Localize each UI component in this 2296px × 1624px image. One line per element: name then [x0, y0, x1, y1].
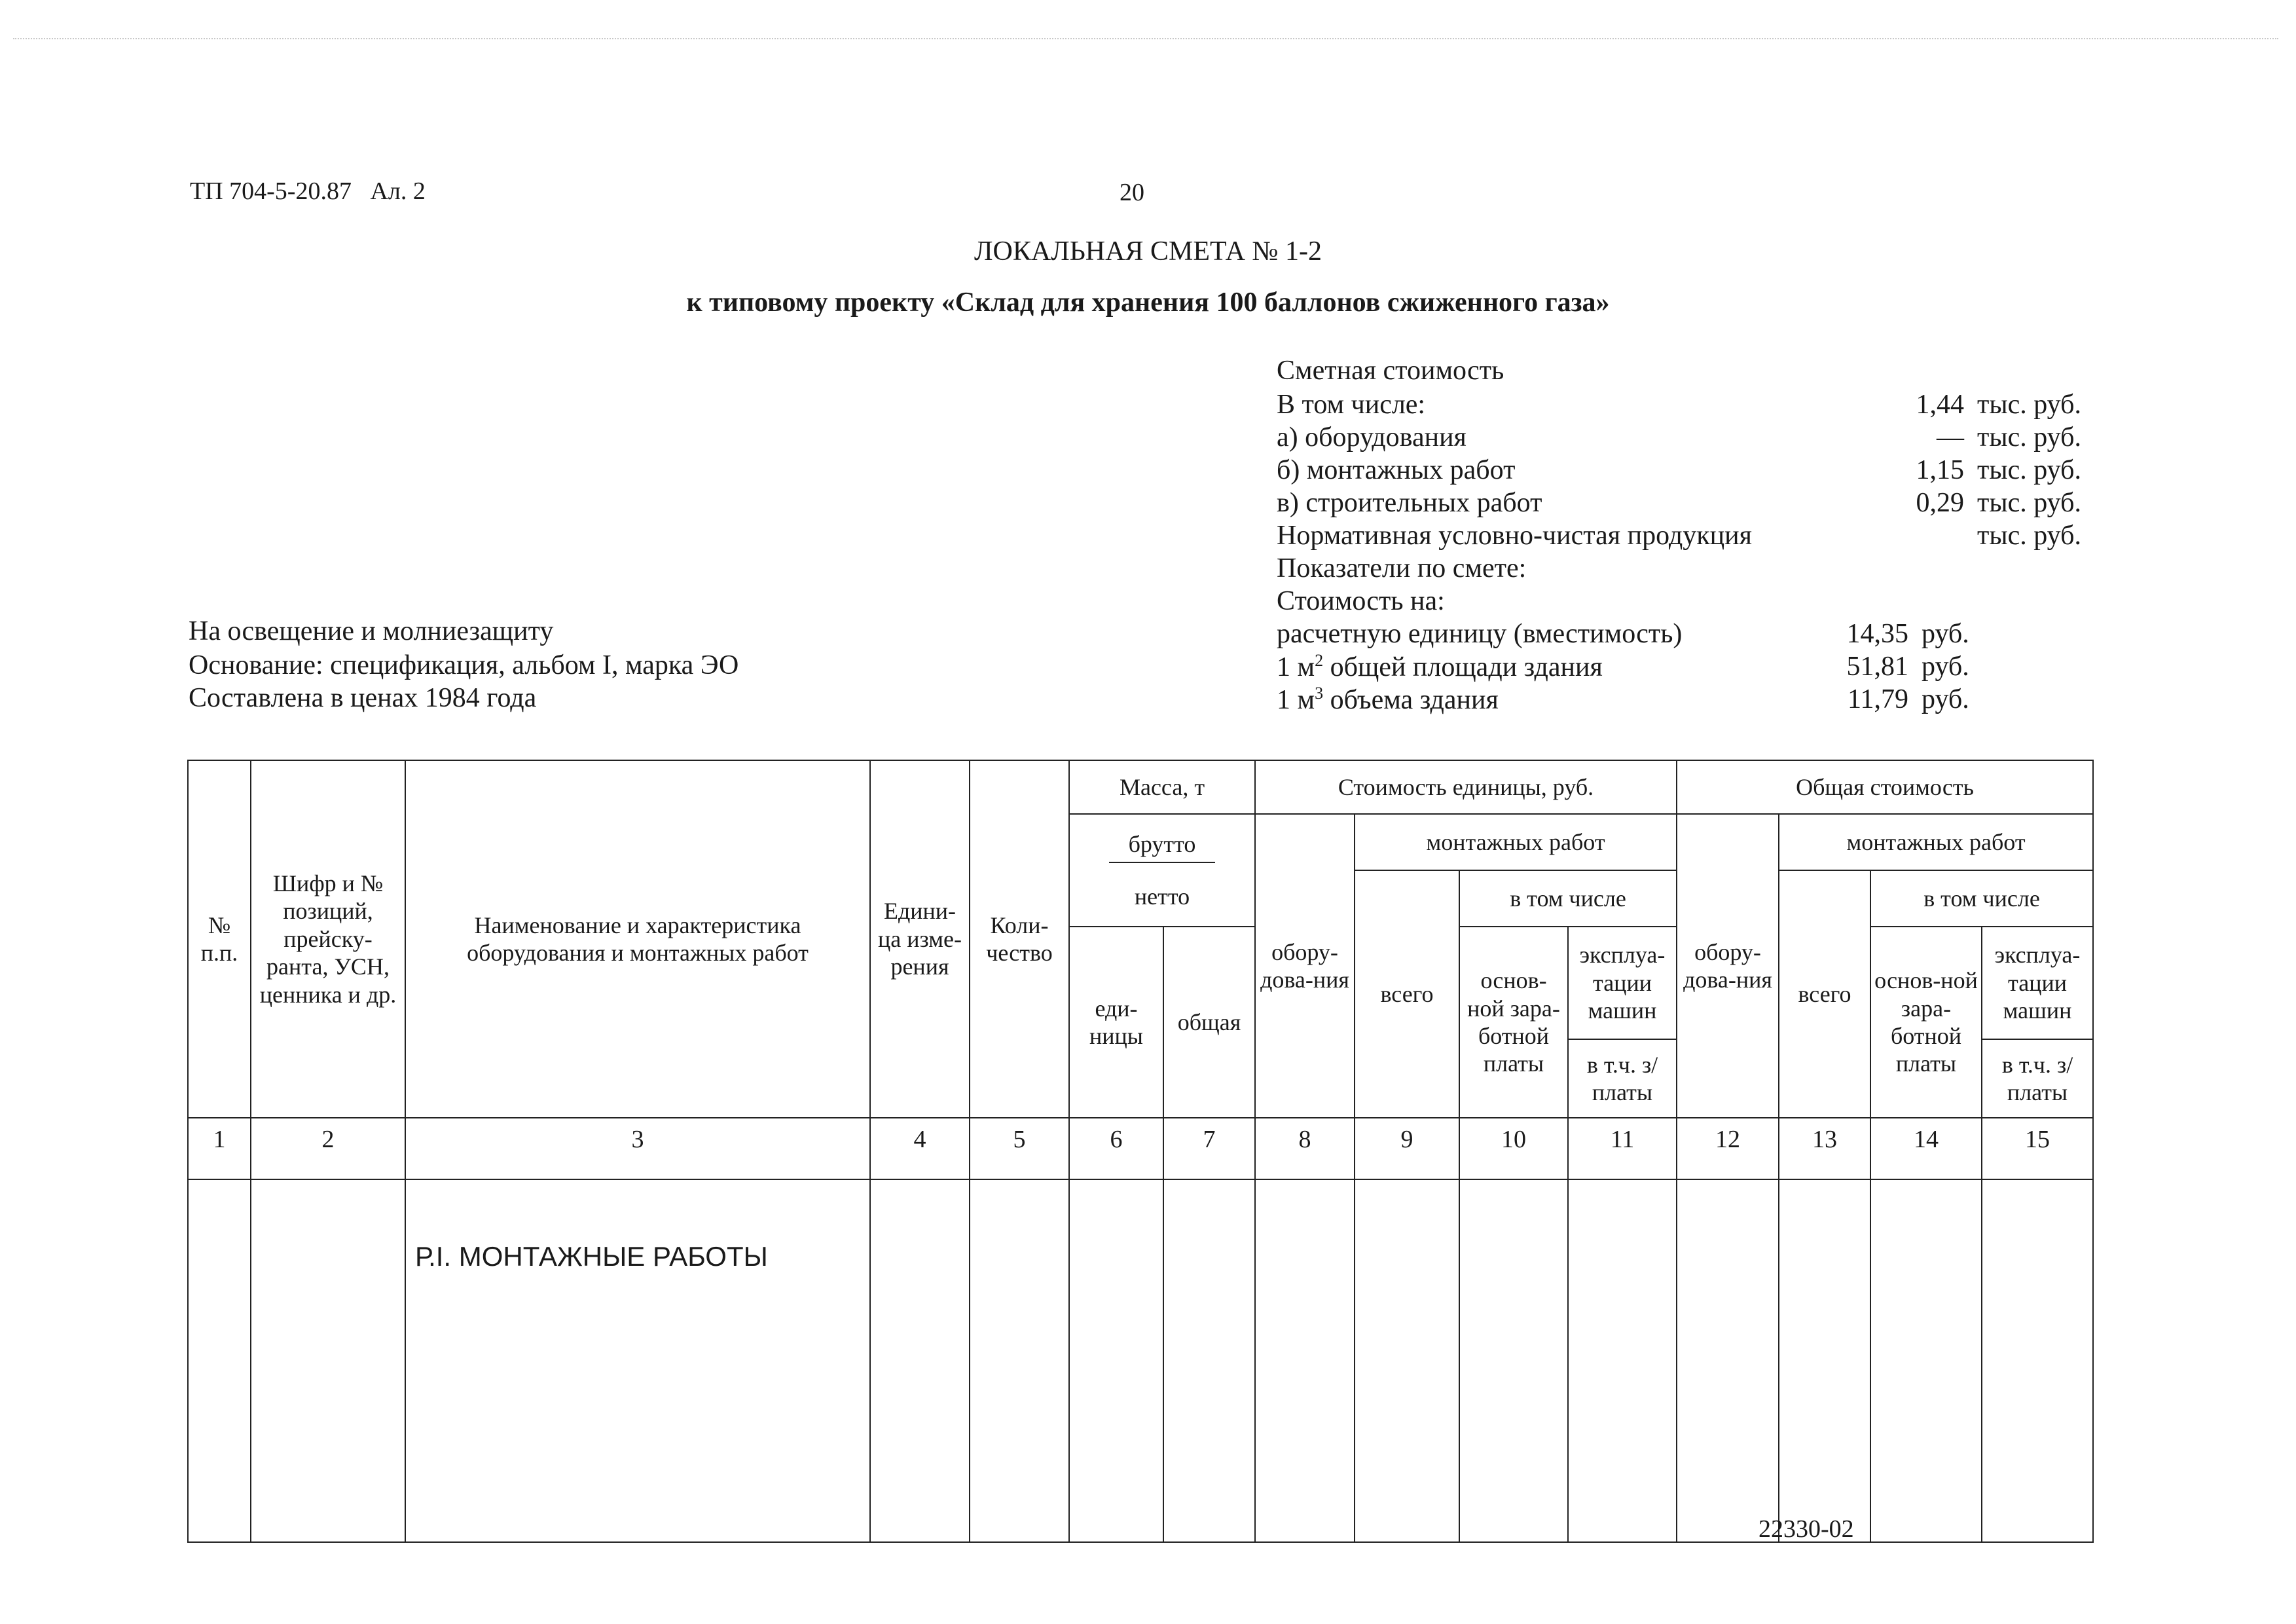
summary-row-per-m3: [1277, 684, 2095, 718]
table-cell: [1568, 1179, 1677, 1542]
scan-artifact-line: [13, 38, 2278, 39]
unit-rub: руб.: [1922, 619, 1969, 649]
footer-doc-number: 22330-02: [1758, 1515, 1854, 1543]
header-unit-incl-wage: в т.ч. з/ платы: [1568, 1039, 1677, 1118]
header-gross: брутто: [1109, 830, 1216, 863]
header-total-equipment: обору-дова-ния: [1677, 814, 1779, 1118]
summary-row-total: [1277, 389, 2095, 423]
estimated-cost-label: Сметная стоимость: [1277, 356, 1504, 386]
summary-row-per-m2: [1277, 651, 2095, 685]
unit-rub: руб.: [1922, 684, 1969, 714]
normative-label: Нормативная условно-чистая продукция: [1277, 521, 1752, 551]
header-mass-total: общая: [1163, 927, 1255, 1118]
header-total-cost: Общая стоимость: [1677, 760, 2093, 814]
indicators-label: Показатели по смете:: [1277, 553, 1527, 583]
column-number: 4: [870, 1118, 970, 1179]
unit-thousand: тыс. руб.: [1977, 488, 2081, 518]
per-unit-label: расчетную единицу (вместимость): [1277, 619, 1683, 649]
unit-thousand: тыс. руб.: [1977, 390, 2081, 420]
header-unit-installation: монтажных работ: [1355, 814, 1677, 870]
album-label: Ал. 2: [370, 177, 426, 205]
header-mass: Масса, т: [1069, 760, 1255, 814]
column-number: 1: [188, 1118, 251, 1179]
header-total-installation: монтажных работ: [1779, 814, 2093, 870]
unit-thousand: тыс. руб.: [1977, 422, 2081, 452]
table-cell: [1677, 1179, 1779, 1542]
column-number: 11: [1568, 1118, 1677, 1179]
summary-row-normative: [1277, 520, 2095, 554]
header-mass-unit: еди-ницы: [1069, 927, 1163, 1118]
table-cell: [251, 1179, 405, 1542]
header-net: нетто: [1134, 883, 1190, 910]
table-cell: [870, 1179, 970, 1542]
document-title: ЛОКАЛЬНАЯ СМЕТА № 1-2: [974, 236, 1322, 267]
column-number: 9: [1355, 1118, 1459, 1179]
column-number: 13: [1779, 1118, 1870, 1179]
header-unit-cost: Стоимость единицы, руб.: [1255, 760, 1677, 814]
header-unit-including: в том числе: [1459, 870, 1677, 927]
column-number: 8: [1255, 1118, 1355, 1179]
header-code: Шифр и № позиций, прейску-ранта, УСН, ценника и др.: [251, 760, 405, 1118]
header-name: Наименование и характеристика оборудования и монтажных работ: [405, 760, 870, 1118]
summary-row-installation: [1277, 454, 2095, 489]
column-number: 2: [251, 1118, 405, 1179]
header-unit-machine: эксплуа-тации машин: [1568, 927, 1677, 1039]
column-number: 5: [970, 1118, 1069, 1179]
header-unit: Едини-ца изме-рения: [870, 760, 970, 1118]
equipment-label: а) оборудования: [1277, 422, 1467, 452]
column-number: 15: [1982, 1118, 2093, 1179]
table-cell: [1255, 1179, 1355, 1542]
table-cell: [1982, 1179, 2093, 1542]
per-m2-value: 51,81: [1846, 652, 1908, 682]
table-cell: [1163, 1179, 1255, 1542]
purpose-line: На освещение и молниезащиту: [189, 616, 554, 646]
installation-value: 1,15: [1916, 455, 1964, 485]
construction-label: в) строительных работ: [1277, 488, 1542, 518]
total-value: 1,44: [1916, 390, 1964, 420]
column-number: 14: [1870, 1118, 1982, 1179]
including-label: В том числе:: [1277, 390, 1426, 420]
estimate-table: [187, 760, 2094, 1543]
section-title: Р.I. МОНТАЖНЫЕ РАБОТЫ: [405, 1179, 870, 1542]
table-cell: [970, 1179, 1069, 1542]
header-total-machine: эксплуа-тации машин: [1982, 927, 2093, 1039]
per-m2-label: 1 $м^2$ общей площади здания: [1277, 651, 1603, 682]
unit-rub: руб.: [1922, 652, 1969, 682]
per-unit-value: 14,35: [1846, 619, 1908, 649]
column-number: 6: [1069, 1118, 1163, 1179]
unit-thousand: тыс. руб.: [1977, 521, 2081, 551]
table-cell: [1779, 1179, 1870, 1542]
column-number: 7: [1163, 1118, 1255, 1179]
column-number: 10: [1459, 1118, 1568, 1179]
summary-row-construction: [1277, 487, 2095, 521]
header-no: № п.п.: [188, 760, 251, 1118]
per-m3-value: 11,79: [1848, 684, 1908, 714]
header-total-all: всего: [1779, 870, 1870, 1118]
equipment-value: —: [1937, 422, 1964, 452]
column-number: 3: [405, 1118, 870, 1179]
header-unit-equipment: обору-дова-ния: [1255, 814, 1355, 1118]
document-subtitle: к типовому проекту «Склад для хранения 100 баллонов сжиженного газа»: [686, 287, 1610, 318]
header-total-including: в том числе: [1870, 870, 2093, 927]
basis-line: Основание: спецификация, альбом I, марка ЭО: [189, 650, 739, 680]
page-number: 20: [1120, 179, 1144, 206]
table-cell: [1870, 1179, 1982, 1542]
header-unit-all: всего: [1355, 870, 1459, 1118]
prices-year-line: Составлена в ценах 1984 года: [189, 683, 537, 713]
installation-label: б) монтажных работ: [1277, 455, 1516, 485]
table-cell: [1459, 1179, 1568, 1542]
header-unit-base-wage: основ-ной зара-ботной платы: [1459, 927, 1568, 1118]
table-cell: [1355, 1179, 1459, 1542]
column-number: 12: [1677, 1118, 1779, 1179]
table-cell: [188, 1179, 251, 1542]
unit-thousand: тыс. руб.: [1977, 455, 2081, 485]
table-cell: [1069, 1179, 1163, 1542]
header-total-incl-wage: в т.ч. з/ платы: [1982, 1039, 2093, 1118]
cost-for-label: Стоимость на:: [1277, 586, 1445, 616]
construction-value: 0,29: [1916, 488, 1964, 518]
summary-row-equipment: [1277, 422, 2095, 456]
summary-row-per-unit: [1277, 618, 2095, 652]
header-gross-net: [1069, 814, 1255, 927]
doc-code: ТП 704-5-20.87 Ал. 2: [190, 177, 426, 205]
header-qty: Коли-чество: [970, 760, 1069, 1118]
header-total-base-wage: основ-ной зара-ботной платы: [1870, 927, 1982, 1118]
per-m3-label: 1 $м^3$ объема здания: [1277, 684, 1499, 715]
